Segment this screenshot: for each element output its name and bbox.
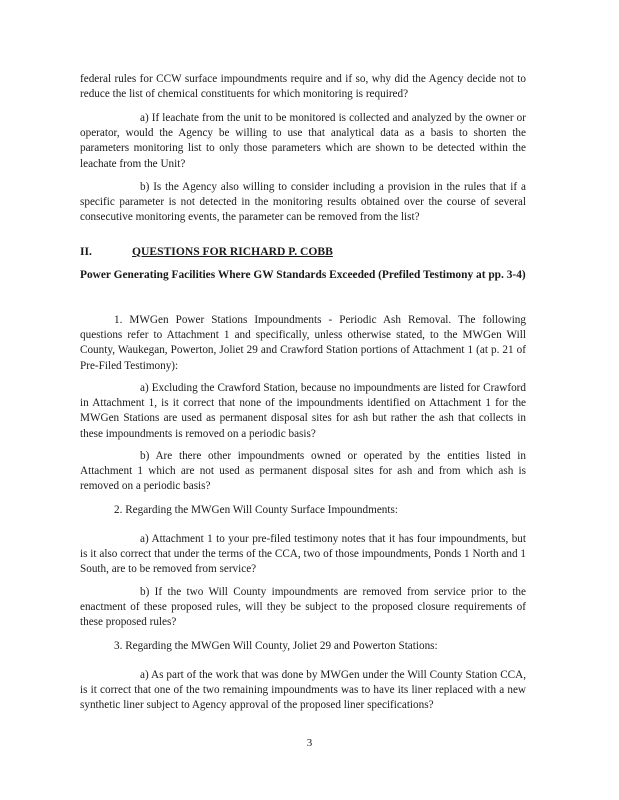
paragraph-question-b: b) Is the Agency also willing to consider including a provision in the rules that if a specific parameter is not detected in the monitoring results obtained over the course of several consecutive monitoring events, the parameter can be removed from the list?: [80, 181, 526, 224]
section-number: II.: [80, 245, 92, 258]
paragraph-question-a: a) If leachate from the unit to be monitored is collected and analyzed by the owner or operator, would the Agency be willing to use that analytical data as a basis to shorten the parameters monitoring list to only those parameters which are shown to be detected within the leachate from the Unit?: [80, 112, 526, 170]
page-number: 3: [306, 737, 313, 749]
paragraph-item-2: 2. Regarding the MWGen Will County Surface Impoundments:: [114, 504, 398, 516]
paragraph-item-1b: b) Are there other impoundments owned or operated by the entities listed in Attachment 1 which are not used as permanent disposal sites for ash and from which ash is removed on a periodic basis?: [80, 450, 526, 493]
section-heading: [80, 244, 526, 259]
paragraph-continuation: federal rules for CCW surface impoundments require and if so, why did the Agency decide not to reduce the list of chemical constituents for which monitoring is required?: [80, 73, 526, 101]
paragraph-item-3: 3. Regarding the MWGen Will County, Joliet 29 and Powerton Stations:: [114, 640, 438, 652]
paragraph-item-1: 1. MWGen Power Stations Impoundments - Periodic Ash Removal. The following questions refer to Attachment 1 and specifically, unless otherwise stated, to the MWGen Will County, Waukegan, Powerton, Joliet 29 and Crawford Station portions of Attachment 1 (at p. 21 of Pre-Filed Testimony):: [80, 314, 526, 372]
section-title: QUESTIONS FOR RICHARD P. COBB: [132, 245, 333, 258]
paragraph-item-2b: b) If the two Will County impoundments are removed from service prior to the enactment of these proposed rules, will they be subject to the proposed closure requirements of these proposed rules?: [80, 586, 526, 629]
paragraph-item-1a: a) Excluding the Crawford Station, because no impoundments are listed for Crawford in Attachment 1, is it correct that none of the impoundments identified on Attachment 1 for the MWGen Stations are used as permanent disposal sites for ash but rather the ash that collects in these impoundments is removed on a periodic basis?: [80, 382, 526, 440]
subheading: Power Generating Facilities Where GW Standards Exceeded (Prefiled Testimony at pp. 3-4): [80, 269, 526, 281]
paragraph-item-2a: a) Attachment 1 to your pre-filed testimony notes that it has four impoundments, but is it also correct that under the terms of the CCA, two of those impoundments, Ponds 1 North and 1 South, are to be removed from service?: [80, 533, 526, 576]
paragraph-item-3a: a) As part of the work that was done by MWGen under the Will County Station CCA, is it correct that one of the two remaining impoundments was to have its liner replaced with a new synthetic liner subject to Agency approval of the proposed liner specifications?: [80, 669, 526, 712]
